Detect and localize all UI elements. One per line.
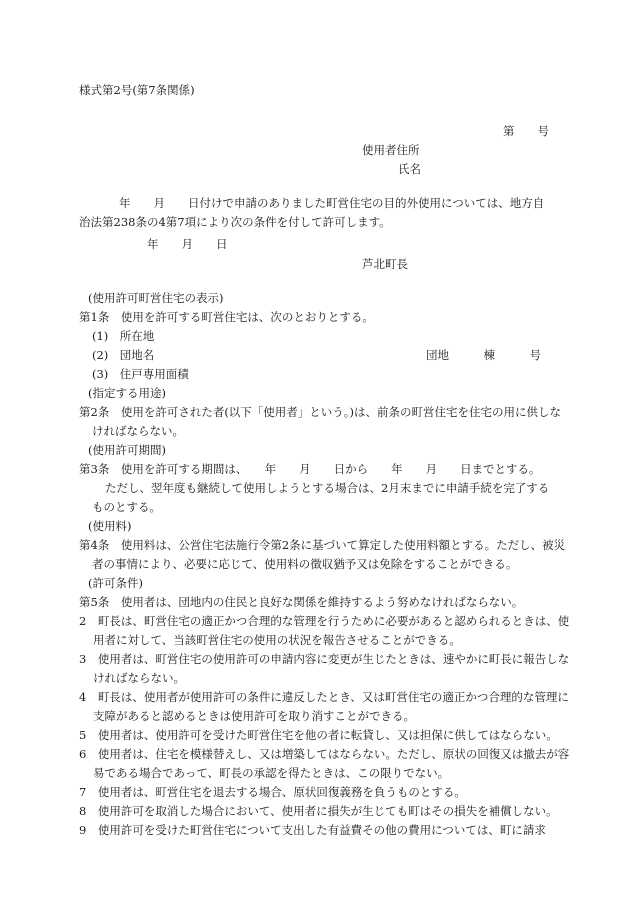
article-1-item-2: (2) 団地名 xyxy=(92,348,155,362)
article-5-paragraph-6: 6 使用者は、住宅を模様替えし、又は増築してはならない。ただし、原状の回復又は撤去が容易である場合であって、町長の承認を得たときは、この限りでない。 xyxy=(79,747,570,780)
article-1-item-1: (1) 所在地 xyxy=(92,329,155,343)
article-5-paragraph-4: 4 町長は、使用者が使用許可の条件に違反したとき、又は町営住宅の適正かつ合理的な管理に支障があると認めるときは使用許可を取り消すことができる。 xyxy=(79,690,569,723)
intro-line-1: 年 月 日付けで申請のありました町営住宅の目的外使用については、地方自 xyxy=(96,196,545,210)
issuer-mayor: 芦北町長 xyxy=(362,257,408,271)
article-5-paragraph-9: 9 使用許可を受けた町営住宅について支出した有益費その他の費用については、町に請求 xyxy=(79,823,546,837)
section-caption-1: (使用許可町営住宅の表示) xyxy=(88,291,224,305)
document-number: 第 号 xyxy=(503,124,549,138)
section-caption-4: (使用料) xyxy=(88,519,132,533)
article-5-paragraph-7: 7 使用者は、町営住宅を退去する場合、原状回復義務を負うものとする。 xyxy=(79,785,466,799)
article-1: 第1条 使用を許可する町営住宅は、次のとおりとする。 xyxy=(79,310,374,324)
article-2: 第2条 使用を許可された者(以下「使用者」という。)は、前条の町営住宅を住宅の用に供しなければならない。 xyxy=(79,405,562,438)
article-5-paragraph-5: 5 使用者は、使用許可を受けた町営住宅を他の者に転貸し、又は担保に供してはならない。 xyxy=(79,728,558,742)
article-5-paragraph-8: 8 使用許可を取消した場合において、使用者に損失が生じても町はその損失を補償しない。 xyxy=(79,804,558,818)
section-caption-2: (指定する用途) xyxy=(88,386,166,400)
article-1-item-2-fields: 団地 棟 号 xyxy=(426,348,541,362)
article-1-item-3: (3) 住戸専用面積 xyxy=(92,367,189,381)
section-caption-3: (使用許可期間) xyxy=(88,443,166,457)
permit-date: 年 月 日 xyxy=(147,237,228,251)
article-5-paragraph-2: 2 町長は、町営住宅の適正かつ合理的な管理を行うために必要があると認められるときは、使用者に対して、当該町営住宅の使用の状況を報告させることができる。 xyxy=(79,614,570,647)
intro-line-2: 治法第238条の4第7項により次の条件を付して許可します。 xyxy=(79,215,391,229)
user-name-label: 氏名 xyxy=(398,162,421,176)
article-5: 第5条 使用者は、団地内の住民と良好な関係を維持するよう努めなければならない。 xyxy=(79,595,524,609)
form-title: 様式第2号(第7条関係) xyxy=(79,83,195,97)
article-3: 第3条 使用を許可する期間は、 年 月 日から 年 月 日までとする。 xyxy=(79,462,541,476)
article-3-note: ただし、翌年度も継続して使用しようとする場合は、2月末までに申請手続を完了するものとする。 xyxy=(92,481,550,514)
section-caption-5: (許可条件) xyxy=(88,576,143,590)
article-5-paragraph-3: 3 使用者は、町営住宅の使用許可の申請内容に変更が生じたときは、速やかに町長に報告しなければならない。 xyxy=(79,652,570,685)
article-4: 第4条 使用料は、公営住宅法施行令第2条に基づいて算定した使用料額とする。ただし、被災者の事情により、必要に応じて、使用料の徴収猶予又は免除をすることができる。 xyxy=(79,538,566,571)
user-address-label: 使用者住所 xyxy=(362,143,420,157)
